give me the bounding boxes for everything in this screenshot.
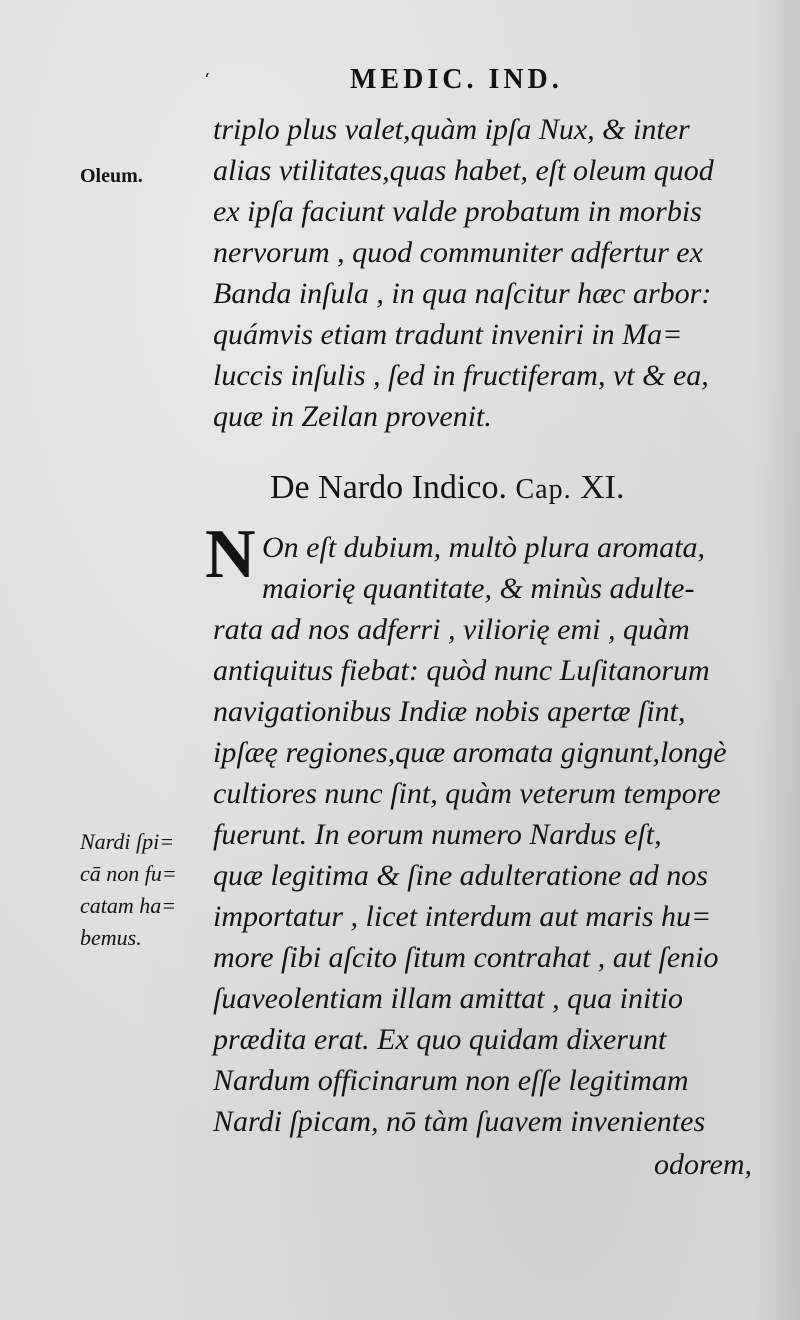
text-line: ipſæę regiones,quæ aromata gignunt,longè <box>213 736 727 769</box>
text-line: prædita erat. Ex quo quidam dixerunt <box>213 1023 667 1056</box>
margin-note-oleum: Oleum. <box>80 165 143 187</box>
text-line: importatur , licet interdum aut maris hu= <box>213 900 712 933</box>
text-line: triplo plus valet,quàm ipſa Nux, & inter <box>213 113 690 146</box>
text-line: more ſibi aſcito ſitum contrahat , aut ſenio <box>213 941 719 974</box>
chapter-heading <box>270 470 624 508</box>
running-head: MEDIC. IND. <box>350 64 563 95</box>
text-line: quæ in Zeilan provenit. <box>213 400 492 433</box>
text-line: Nardum officinarum non eſſe legitimam <box>213 1064 689 1097</box>
text-line: On eſt dubium, multò plura aromata, <box>262 531 706 564</box>
margin-note-nardi: catam ha= <box>80 893 177 918</box>
drop-cap: N <box>205 516 256 593</box>
text-line: rata ad nos adferri , viliorię emi , quàm <box>213 613 690 646</box>
text-line: ſuaveolentiam illam amittat , qua initio <box>213 982 683 1015</box>
catchword: odorem, <box>653 1148 752 1181</box>
text-line: alias vtilitates,quas habet, eſt oleum quod <box>213 154 714 187</box>
text-line: navigationibus Indiæ nobis apertæ ſint, <box>213 695 686 728</box>
chapter-number: XI. <box>580 469 625 506</box>
margin-note-nardi: cā non fu= <box>80 861 177 886</box>
head-ornament: ‘ <box>204 70 210 91</box>
margin-note-nardi: bemus. <box>80 925 142 950</box>
text-line: nervorum , quod communiter adfertur ex <box>213 236 703 269</box>
text-line: quæ legitima & ſine adulteratione ad nos <box>213 859 708 892</box>
page-gutter-shadow <box>754 0 800 1320</box>
text-line: cultiores nunc ſint, quàm veterum tempore <box>213 777 721 810</box>
chapter-cap-label: Cap. <box>515 474 572 505</box>
margin-note-nardi: Nardi ſpi= <box>80 829 175 854</box>
text-line: Banda inſula , in qua naſcitur hæc arbor: <box>213 277 712 310</box>
chapter-title: De Nardo Indico. <box>270 469 507 506</box>
text-line: Nardi ſpicam, nō tàm ſuavem invenientes <box>213 1105 706 1138</box>
text-line: antiquitus fiebat: quòd nunc Luſitanorum <box>213 654 710 687</box>
text-line: luccis inſulis , ſed in fructiferam, vt & ea, <box>213 359 709 392</box>
text-line: quámvis etiam tradunt inveniri in Ma= <box>213 318 683 351</box>
text-line: maiorię quantitate, & minùs adulte- <box>262 572 695 605</box>
text-line: fuerunt. In eorum numero Nardus eſt, <box>213 818 662 851</box>
text-line: ex ipſa faciunt valde probatum in morbis <box>213 195 702 228</box>
